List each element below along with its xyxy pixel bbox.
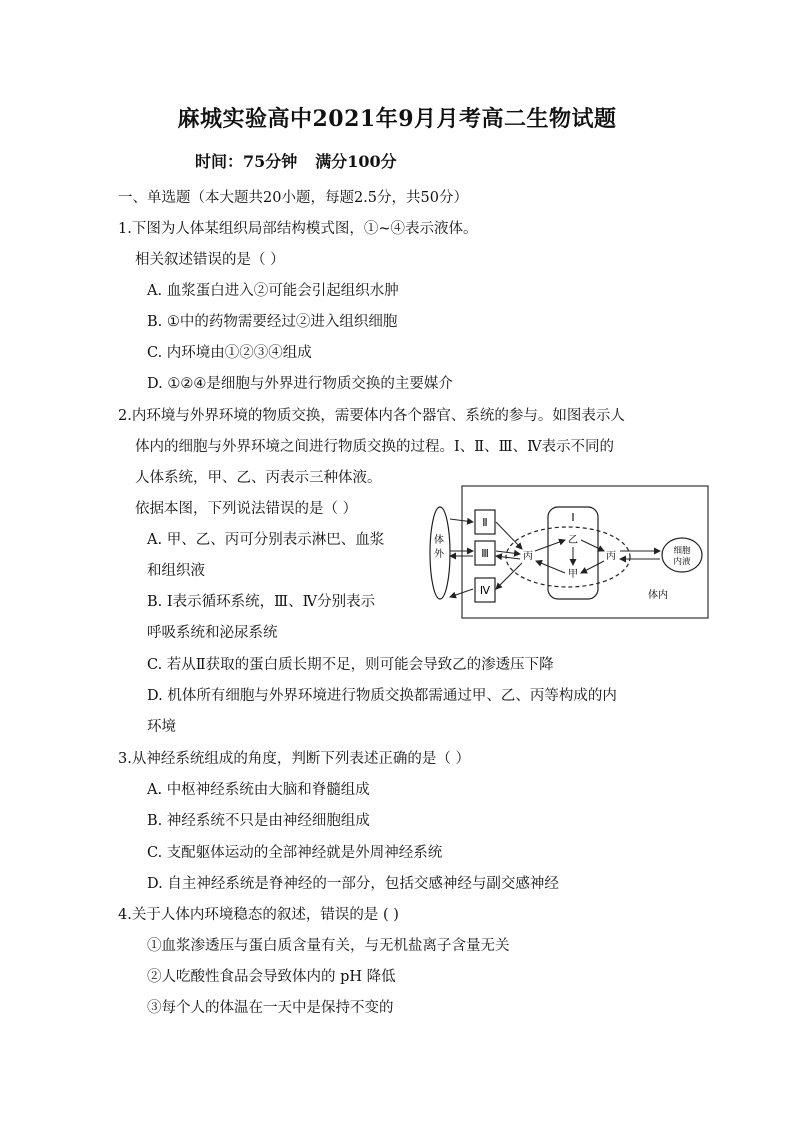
label-system-2: Ⅱ <box>482 516 488 529</box>
q1-option-a: A. 血浆蛋白进入②可能会引起组织水肿 <box>147 283 399 299</box>
arrow-bing-to-yi <box>535 540 565 551</box>
q4-item-2: ②人吃酸性食品会导致体内的 pH 降低 <box>147 969 396 985</box>
q4-item-1: ①血浆渗透压与蛋白质含量有关，与无机盐离子含量无关 <box>147 938 510 954</box>
page-title: 麻城实验高中2021年9月月考高二生物试题 <box>177 106 617 132</box>
q3-stem: 3.从神经系统组成的角度，判断下列表述正确的是（ ） <box>118 751 470 767</box>
q2-stem-line-1: 2.内环境与外界环境的物质交换，需要体内各个器官、系统的参与。如图表示人 <box>118 408 625 424</box>
label-cell-fluid-1: 细胞 <box>673 546 691 556</box>
q3-option-c: C. 支配躯体运动的全部神经就是外周神经系统 <box>147 845 443 861</box>
arrow-3-to-bing <box>496 551 520 554</box>
label-outside-1: 体 <box>434 535 444 546</box>
q3-option-d: D. 自主神经系统是脊神经的一部分，包括交感神经与副交感神经 <box>147 876 559 892</box>
q2-figure <box>428 485 710 621</box>
q2-option-b-line-2: 呼吸系统和泌尿系统 <box>147 625 278 641</box>
label-system-1: Ⅰ <box>571 511 575 524</box>
q2-option-d-line-1: D. 机体所有细胞与外界环境进行物质交换都需通过甲、乙、丙等构成的内 <box>147 688 617 704</box>
label-cell-fluid-2: 内液 <box>673 557 691 567</box>
q2-stem-line-3: 人体系统，甲、乙、丙表示三种体液。 <box>135 470 382 486</box>
label-bing-left: 丙 <box>523 551 533 562</box>
q2-stem-line-4: 依据本图，下列说法错误的是（ ） <box>135 501 358 517</box>
arrow-yi-to-bing-right <box>581 540 604 551</box>
q2-stem-line-2: 体内的细胞与外界环境之间进行物质交换的过程。Ⅰ、Ⅱ、Ⅲ、Ⅳ表示不同的 <box>135 439 615 455</box>
q1-option-b: B. ①中的药物需要经过②进入组织细胞 <box>147 314 398 330</box>
label-inside: 体内 <box>648 590 668 601</box>
arrow-2-to-bing <box>496 522 522 549</box>
label-jia: 甲 <box>568 569 578 580</box>
q1-option-c: C. 内环境由①②③④组成 <box>147 345 312 361</box>
q2-option-b-line-1: B. Ⅰ表示循环系统，Ⅲ、Ⅳ分别表示 <box>147 594 376 610</box>
arrow-jia-to-bing <box>536 561 565 573</box>
arrow-bing-to-3 <box>496 556 520 559</box>
label-yi: 乙 <box>568 535 578 546</box>
section-heading: 一、单选题（本大题共20小题，每题2.5分，共50分） <box>118 190 468 206</box>
q4-item-3: ③每个人的体温在一天中是保持不变的 <box>147 1000 394 1016</box>
label-system-4: Ⅳ <box>479 584 491 597</box>
q1-stem-line-1: 1.下图为人体某组织局部结构模式图，①~④表示液体。 <box>118 221 478 237</box>
q2-option-a-line-1: A. 甲、乙、丙可分别表示淋巴、血浆 <box>147 532 385 548</box>
exam-info <box>195 149 397 172</box>
exchange-diagram <box>428 485 710 621</box>
arrow-bing-right-to-jia <box>581 561 604 573</box>
arrow-bing-to-4 <box>496 563 522 589</box>
q3-option-a: A. 中枢神经系统由大脑和脊髓组成 <box>147 782 370 798</box>
q4-stem: 4.关于人体内环境稳态的叙述，错误的是 ( ) <box>118 907 399 923</box>
label-outside-2: 外 <box>434 549 444 560</box>
label-system-3: Ⅲ <box>481 547 489 560</box>
q2-option-c: C. 若从Ⅱ获取的蛋白质长期不足，则可能会导致乙的渗透压下降 <box>147 657 554 673</box>
q1-stem-line-2: 相关叙述错误的是（ ） <box>135 252 285 268</box>
q1-option-d: D. ①②④是细胞与外界进行物质交换的主要媒介 <box>147 376 453 392</box>
q2-option-d-line-2: 环境 <box>147 719 176 735</box>
q3-option-b: B. 神经系统不只是由神经细胞组成 <box>147 813 370 829</box>
label-bing-right: 丙 <box>606 551 616 562</box>
exam-score: 满分100分 <box>315 152 397 171</box>
q2-option-a-line-2: 和组织液 <box>147 563 205 579</box>
exam-time: 时间：75分钟 <box>195 152 298 171</box>
